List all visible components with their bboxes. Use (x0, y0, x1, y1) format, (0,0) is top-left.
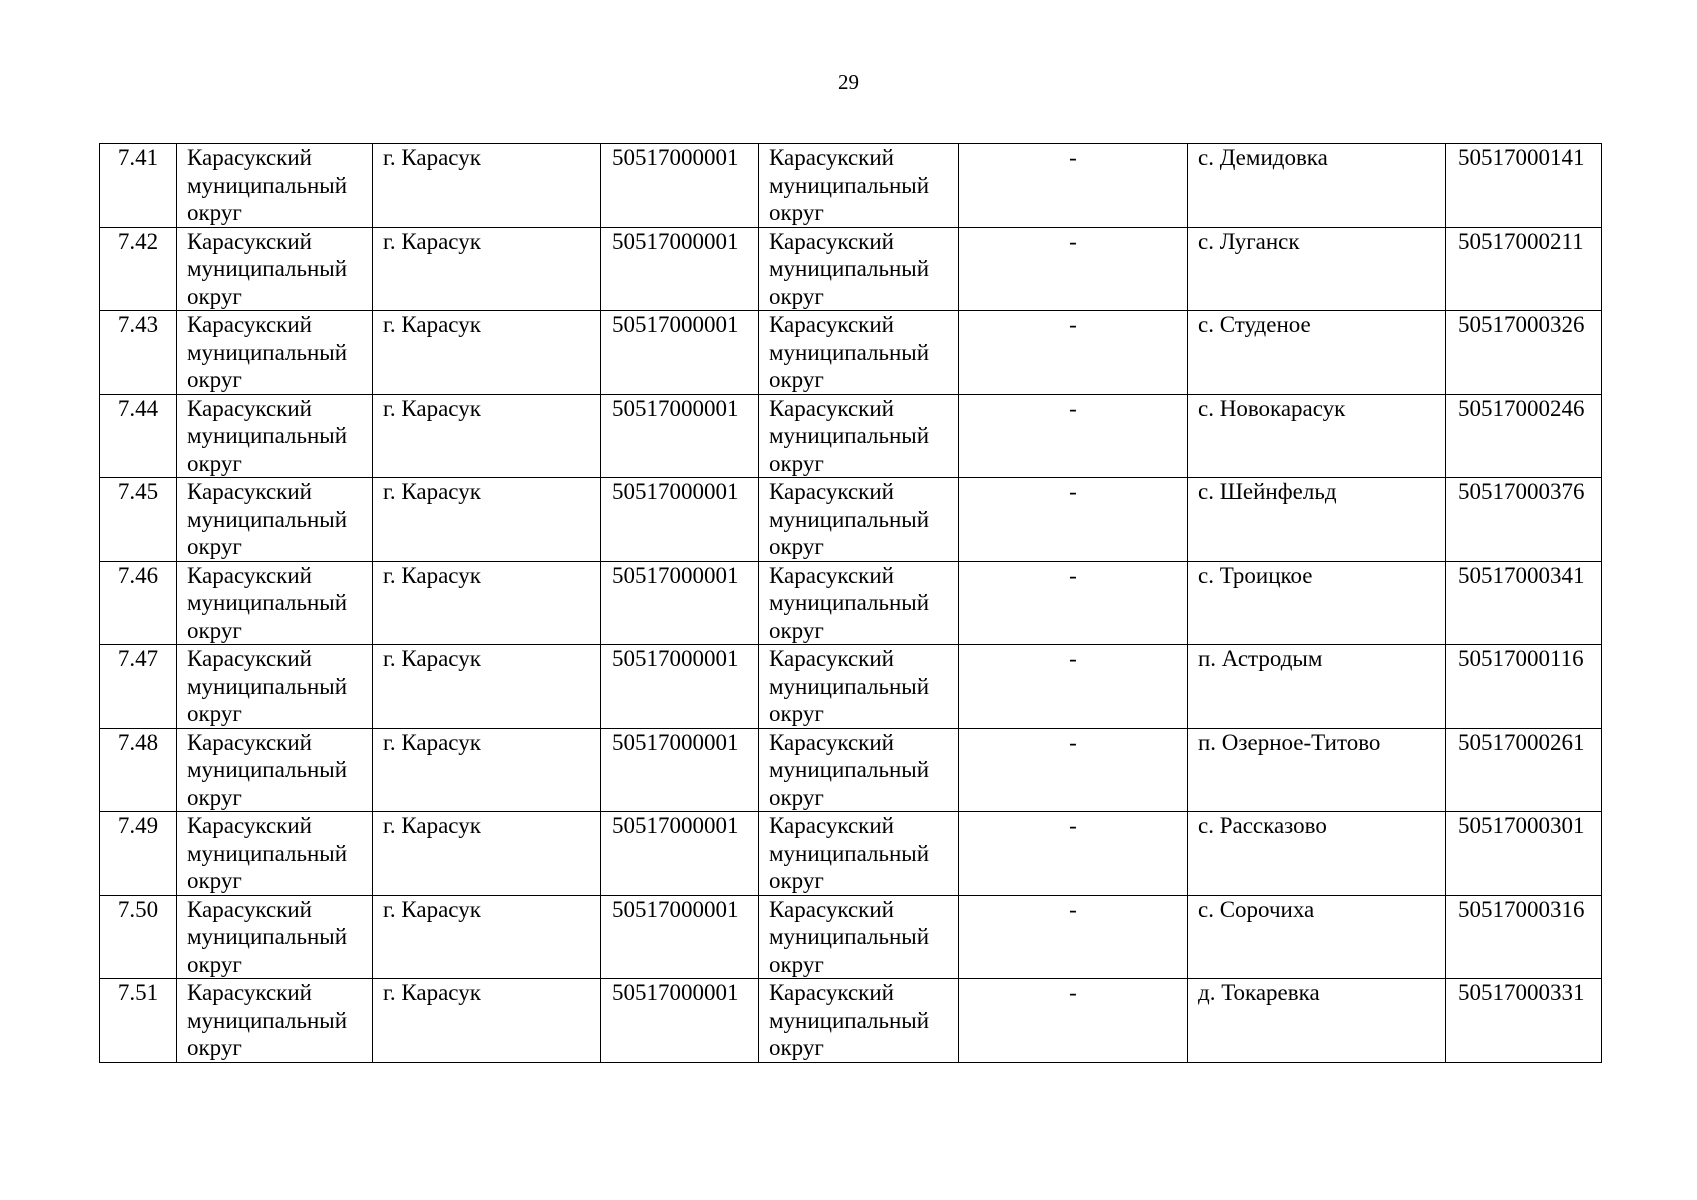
empty-value-cell: - (959, 311, 1188, 395)
settlement-cell: с. Луганск (1188, 227, 1446, 311)
table-row (100, 895, 1602, 979)
center-code-cell: 50517000001 (601, 561, 759, 645)
municipality-cell: Карасукский муниципальный округ (759, 144, 959, 228)
empty-value-cell: - (959, 394, 1188, 478)
municipality-cell: Карасукский муниципальный округ (759, 728, 959, 812)
municipality-cell: Карасукский муниципальный округ (759, 394, 959, 478)
district-cell: Карасукский муниципальный округ (177, 478, 373, 562)
district-cell: Карасукский муниципальный округ (177, 561, 373, 645)
row-number-cell: 7.45 (100, 478, 177, 562)
table-row (100, 227, 1602, 311)
municipality-cell: Карасукский муниципальный округ (759, 812, 959, 896)
settlement-cell: п. Астродым (1188, 645, 1446, 729)
center-code-cell: 50517000001 (601, 979, 759, 1063)
row-number-cell: 7.41 (100, 144, 177, 228)
table-body (100, 144, 1602, 1063)
center-code-cell: 50517000001 (601, 895, 759, 979)
table-row (100, 812, 1602, 896)
center-code-cell: 50517000001 (601, 227, 759, 311)
settlement-cell: с. Демидовка (1188, 144, 1446, 228)
municipality-cell: Карасукский муниципальный округ (759, 645, 959, 729)
district-cell: Карасукский муниципальный округ (177, 144, 373, 228)
center-cell: г. Карасук (373, 478, 601, 562)
municipality-cell: Карасукский муниципальный округ (759, 478, 959, 562)
center-code-cell: 50517000001 (601, 311, 759, 395)
center-cell: г. Карасук (373, 394, 601, 478)
district-cell: Карасукский муниципальный округ (177, 394, 373, 478)
settlements-table (99, 143, 1602, 1063)
center-code-cell: 50517000001 (601, 394, 759, 478)
settlement-cell: с. Шейнфельд (1188, 478, 1446, 562)
center-code-cell: 50517000001 (601, 478, 759, 562)
settlement-cell: с. Новокарасук (1188, 394, 1446, 478)
empty-value-cell: - (959, 895, 1188, 979)
row-number-cell: 7.47 (100, 645, 177, 729)
empty-value-cell: - (959, 144, 1188, 228)
settlement-cell: с. Троицкое (1188, 561, 1446, 645)
settlement-cell: д. Токаревка (1188, 979, 1446, 1063)
row-number-cell: 7.50 (100, 895, 177, 979)
settlement-code-cell: 50517000301 (1446, 812, 1602, 896)
municipality-cell: Карасукский муниципальный округ (759, 311, 959, 395)
table-row (100, 728, 1602, 812)
municipality-cell: Карасукский муниципальный округ (759, 561, 959, 645)
row-number-cell: 7.46 (100, 561, 177, 645)
center-cell: г. Карасук (373, 561, 601, 645)
center-code-cell: 50517000001 (601, 645, 759, 729)
settlement-cell: с. Студеное (1188, 311, 1446, 395)
settlement-cell: п. Озерное-Титово (1188, 728, 1446, 812)
table-row (100, 144, 1602, 228)
table-row (100, 979, 1602, 1063)
municipality-cell: Карасукский муниципальный округ (759, 979, 959, 1063)
district-cell: Карасукский муниципальный округ (177, 728, 373, 812)
center-cell: г. Карасук (373, 979, 601, 1063)
page-number: 29 (838, 70, 859, 94)
settlement-code-cell: 50517000331 (1446, 979, 1602, 1063)
center-cell: г. Карасук (373, 895, 601, 979)
center-code-cell: 50517000001 (601, 144, 759, 228)
empty-value-cell: - (959, 979, 1188, 1063)
district-cell: Карасукский муниципальный округ (177, 979, 373, 1063)
table-row (100, 478, 1602, 562)
empty-value-cell: - (959, 728, 1188, 812)
settlement-code-cell: 50517000116 (1446, 645, 1602, 729)
settlement-code-cell: 50517000316 (1446, 895, 1602, 979)
row-number-cell: 7.42 (100, 227, 177, 311)
row-number-cell: 7.44 (100, 394, 177, 478)
settlement-code-cell: 50517000246 (1446, 394, 1602, 478)
row-number-cell: 7.51 (100, 979, 177, 1063)
district-cell: Карасукский муниципальный округ (177, 227, 373, 311)
settlement-code-cell: 50517000326 (1446, 311, 1602, 395)
settlement-cell: с. Рассказово (1188, 812, 1446, 896)
settlement-cell: с. Сорочиха (1188, 895, 1446, 979)
empty-value-cell: - (959, 645, 1188, 729)
settlement-code-cell: 50517000261 (1446, 728, 1602, 812)
empty-value-cell: - (959, 227, 1188, 311)
row-number-cell: 7.48 (100, 728, 177, 812)
center-cell: г. Карасук (373, 227, 601, 311)
empty-value-cell: - (959, 812, 1188, 896)
center-cell: г. Карасук (373, 728, 601, 812)
settlement-code-cell: 50517000141 (1446, 144, 1602, 228)
municipality-cell: Карасукский муниципальный округ (759, 227, 959, 311)
municipality-cell: Карасукский муниципальный округ (759, 895, 959, 979)
row-number-cell: 7.49 (100, 812, 177, 896)
settlement-code-cell: 50517000211 (1446, 227, 1602, 311)
row-number-cell: 7.43 (100, 311, 177, 395)
table-row (100, 645, 1602, 729)
table-row (100, 394, 1602, 478)
empty-value-cell: - (959, 561, 1188, 645)
center-code-cell: 50517000001 (601, 812, 759, 896)
district-cell: Карасукский муниципальный округ (177, 311, 373, 395)
center-cell: г. Карасук (373, 812, 601, 896)
table-row (100, 311, 1602, 395)
district-cell: Карасукский муниципальный округ (177, 895, 373, 979)
center-code-cell: 50517000001 (601, 728, 759, 812)
settlement-code-cell: 50517000341 (1446, 561, 1602, 645)
center-cell: г. Карасук (373, 144, 601, 228)
empty-value-cell: - (959, 478, 1188, 562)
district-cell: Карасукский муниципальный округ (177, 812, 373, 896)
settlement-code-cell: 50517000376 (1446, 478, 1602, 562)
center-cell: г. Карасук (373, 311, 601, 395)
table-row (100, 561, 1602, 645)
center-cell: г. Карасук (373, 645, 601, 729)
district-cell: Карасукский муниципальный округ (177, 645, 373, 729)
